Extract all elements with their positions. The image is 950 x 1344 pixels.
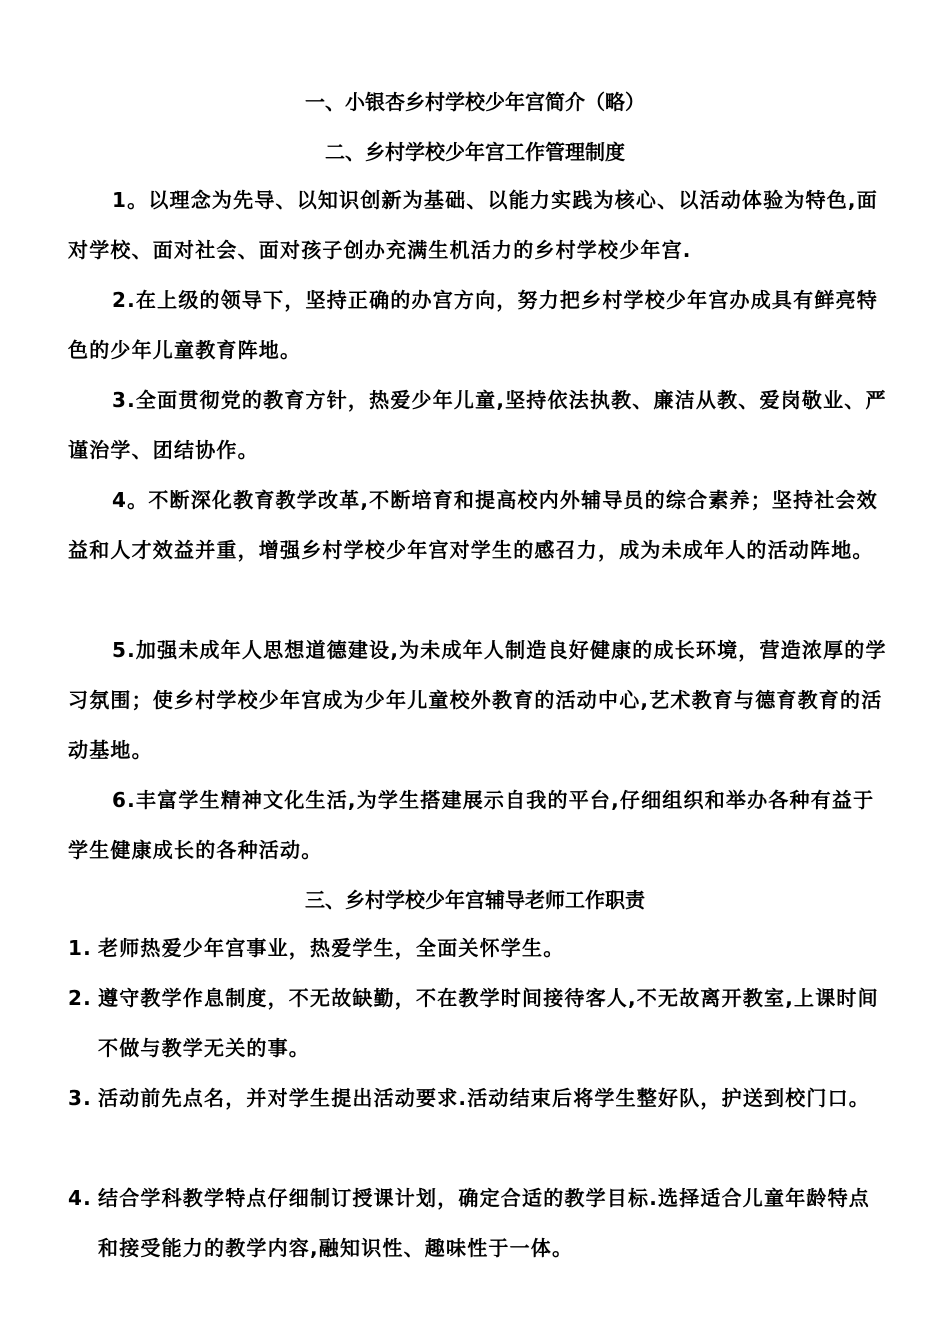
duty-item-text: 结合学科教学特点仔细制订授课计划，确定合适的教学目标.选择适合儿童年龄特点和接受能力的教学内容,融知识性、趣味性于一体。 xyxy=(98,1186,870,1260)
rule-paragraph-3: 3.全面贯彻党的教育方针，热爱少年儿童,坚持依法执教、廉洁从教、爱岗敬业、严谨治学、团结协作。 xyxy=(68,388,887,462)
duty-item-number: 3. xyxy=(68,1086,92,1110)
rule-paragraph-4: 4。不断深化教育教学改革,不断培育和提高校内外辅导员的综合素养；坚持社会效益和人才效益并重，增强乡村学校少年宫对学生的感召力，成为未成年人的活动阵地。 xyxy=(68,488,878,562)
rule-paragraph-5: 5.加强未成年人思想道德建设,为未成年人制造良好健康的成长环境，营造浓厚的学习氛围；使乡村学校少年宫成为少年儿童校外教育的活动中心,艺术教育与德育教育的活动基地。 xyxy=(68,638,887,762)
rule-paragraph-2: 2.在上级的领导下，坚持正确的办宫方向，努力把乡村学校少年宫办成具有鲜亮特色的少年儿童教育阵地。 xyxy=(68,288,878,362)
section2-title: 二、乡村学校少年宫工作管理制度 xyxy=(325,140,625,164)
duty-item-2 xyxy=(68,973,888,1073)
duty-item-4 xyxy=(68,1173,888,1273)
rule-paragraph-6: 6.丰富学生精神文化生活,为学生搭建展示自我的平台,仔细组织和举办各种有益于学生健康成长的各种活动。 xyxy=(68,788,875,862)
duty-item-number: 1. xyxy=(68,936,92,960)
duty-item-number: 2. xyxy=(68,986,92,1010)
rule-paragraph-1: 1。以理念为先导、以知识创新为基础、以能力实践为核心、以活动体验为特色,面对学校、面对社会、面对孩子创办充满生机活力的乡村学校少年宫. xyxy=(68,188,878,262)
section3-title: 三、乡村学校少年宫辅导老师工作职责 xyxy=(305,888,645,912)
section1-title: 一、小银杏乡村学校少年宫简介（略） xyxy=(305,90,645,114)
duty-item-1 xyxy=(68,923,888,973)
duty-item-text: 活动前先点名，并对学生提出活动要求.活动结束后将学生整好队，护送到校门口。 xyxy=(98,1086,870,1110)
duty-item-text: 遵守教学作息制度，不无故缺勤，不在教学时间接待客人,不无故离开教室,上课时间不做与教学无关的事。 xyxy=(98,986,879,1060)
duty-item-3 xyxy=(68,1073,888,1123)
duty-item-number: 4. xyxy=(68,1186,92,1210)
duty-item-text: 老师热爱少年宫事业，热爱学生，全面关怀学生。 xyxy=(98,936,565,960)
